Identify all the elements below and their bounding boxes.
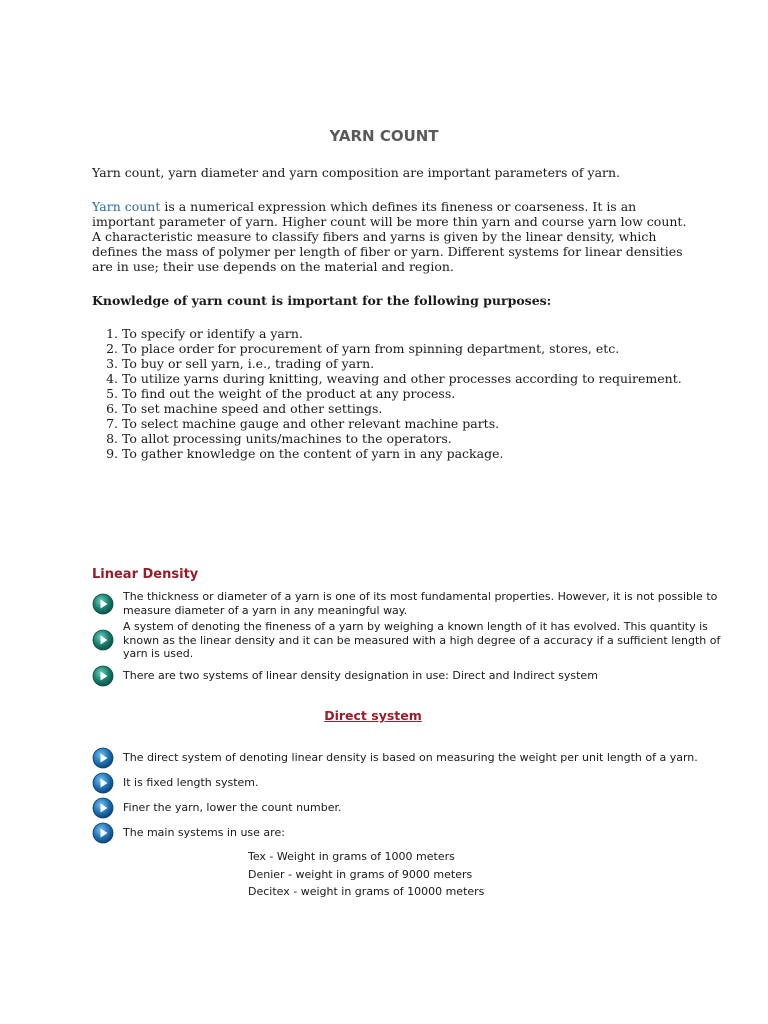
list-item: 2. To place order for procurement of yarn from spinning department, stores, etc. xyxy=(122,341,722,356)
definition-text: is a numerical expression which defines its fineness or coarseness. It is an important parameter of yarn. Higher count will be more thin yarn and course yarn low count. A characteristic measure to classify fibers and yarns is given by the linear density, which defines the mass of polymer per length of fiber or yarn. Different systems for linear densities are in use; their use depends on the material and region. xyxy=(92,199,687,274)
purposes-list xyxy=(92,326,722,461)
list-item: 4. To utilize yarns during knitting, weaving and other processes according to requirement. xyxy=(122,371,722,386)
play-bullet-icon xyxy=(92,797,114,819)
bullet-text: It is fixed length system. xyxy=(123,776,259,790)
play-bullet-icon xyxy=(92,772,114,794)
page-title: YARN COUNT xyxy=(329,127,439,145)
play-bullet-icon xyxy=(92,665,114,687)
direct-system-heading: Direct system xyxy=(324,708,422,723)
system-item: Decitex - weight in grams of 10000 meters xyxy=(248,885,485,898)
bullet-text: The direct system of denoting linear density is based on measuring the weight per unit length of a yarn. xyxy=(123,751,698,765)
list-item: 1. To specify or identify a yarn. xyxy=(122,326,722,341)
list-item: 6. To set machine speed and other settings. xyxy=(122,401,722,416)
bullet-text: There are two systems of linear density designation in use: Direct and Indirect system xyxy=(123,669,598,683)
yarn-count-term: Yarn count xyxy=(92,199,161,214)
play-bullet-icon xyxy=(92,747,114,769)
play-bullet-icon xyxy=(92,822,114,844)
purposes-heading: Knowledge of yarn count is important for the following purposes: xyxy=(92,293,552,308)
play-bullet-icon xyxy=(92,593,114,615)
list-item: 9. To gather knowledge on the content of yarn in any package. xyxy=(122,446,722,461)
system-item: Tex - Weight in grams of 1000 meters xyxy=(248,850,455,863)
linear-density-point xyxy=(92,665,742,687)
direct-system-point xyxy=(92,772,742,794)
systems-list xyxy=(248,848,484,901)
bullet-text: A system of denoting the fineness of a yarn by weighing a known length of it has evolved. This quantity is known as the linear density and it can be measured with a high degree of a accuracy if a sufficient length of yarn is used. xyxy=(123,620,721,660)
list-item: 5. To find out the weight of the product at any process. xyxy=(122,386,722,401)
linear-density-heading: Linear Density xyxy=(92,567,199,582)
bullet-text: The thickness or diameter of a yarn is one of its most fundamental properties. However, it is not possible to measure diameter of a yarn in any meaningful way. xyxy=(123,590,718,617)
linear-density-point xyxy=(92,590,742,617)
linear-density-point xyxy=(92,620,742,661)
bullet-text: Finer the yarn, lower the count number. xyxy=(123,801,342,815)
list-item: 3. To buy or sell yarn, i.e., trading of yarn. xyxy=(122,356,722,371)
list-item: 8. To allot processing units/machines to the operators. xyxy=(122,431,722,446)
system-item: Denier - weight in grams of 9000 meters xyxy=(248,867,473,881)
direct-system-point xyxy=(92,747,742,769)
bullet-text: The main systems in use are: xyxy=(123,826,285,840)
intro-paragraph: Yarn count, yarn diameter and yarn composition are important parameters of yarn. xyxy=(92,165,621,180)
play-bullet-icon xyxy=(92,629,114,651)
definition-paragraph xyxy=(92,199,692,274)
direct-system-point xyxy=(92,797,742,819)
direct-system-point xyxy=(92,822,742,844)
list-item: 7. To select machine gauge and other relevant machine parts. xyxy=(122,416,722,431)
